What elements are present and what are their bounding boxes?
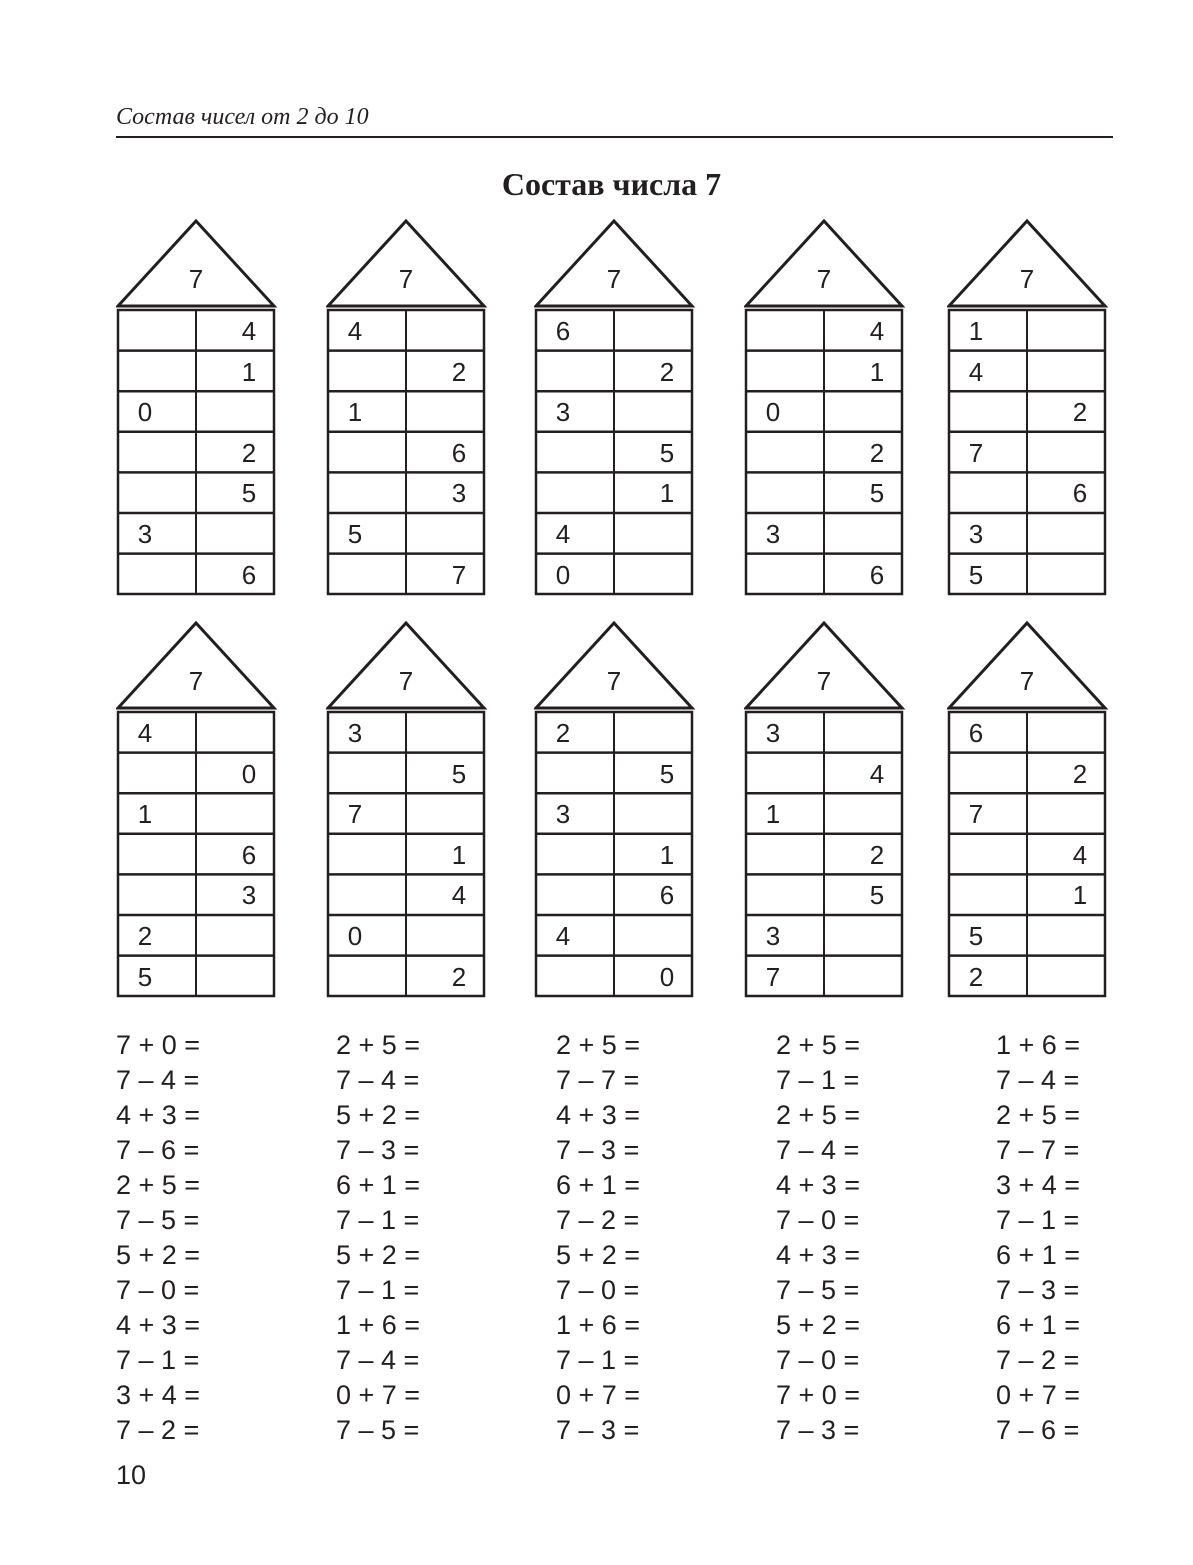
house-cell-left: 7 bbox=[968, 437, 984, 468]
house-cell-right: 3 bbox=[241, 880, 257, 911]
house-cell-right: 2 bbox=[241, 437, 257, 468]
house-cell-left: 1 bbox=[137, 799, 153, 830]
house-cell-right: 2 bbox=[869, 437, 885, 468]
house-cell-left: 2 bbox=[137, 921, 153, 951]
house-cell-right: 1 bbox=[659, 839, 675, 870]
house-roof-number: 7 bbox=[398, 666, 414, 696]
number-house bbox=[947, 620, 1109, 1000]
house-cell-left: 4 bbox=[347, 316, 363, 346]
house-cell-right: 2 bbox=[659, 356, 675, 387]
equation: 4 + 3 = bbox=[116, 1100, 201, 1130]
equation: 7 – 7 = bbox=[556, 1065, 640, 1095]
equation: 7 – 6 = bbox=[116, 1135, 200, 1165]
house-roof-number: 7 bbox=[816, 666, 832, 696]
house-cell-right: 0 bbox=[659, 961, 675, 992]
house-cell-left: 4 bbox=[555, 519, 571, 549]
house-cell-left: 1 bbox=[347, 397, 363, 428]
house-cell-right: 7 bbox=[451, 559, 467, 590]
house-cell-left: 2 bbox=[555, 718, 571, 748]
house-cell-right: 2 bbox=[869, 839, 885, 870]
equation: 7 – 5 = bbox=[336, 1415, 420, 1445]
house-cell-left: 4 bbox=[137, 718, 153, 748]
equation: 4 + 3 = bbox=[556, 1100, 641, 1130]
house-roof-number: 7 bbox=[1019, 666, 1035, 696]
house-cell-left: 1 bbox=[765, 799, 781, 830]
house-cell-right: 1 bbox=[241, 356, 257, 387]
equation: 2 + 5 = bbox=[776, 1100, 861, 1130]
house-cell-left: 0 bbox=[765, 397, 781, 428]
equation: 7 – 1 = bbox=[996, 1205, 1080, 1235]
equation: 0 + 7 = bbox=[996, 1380, 1081, 1410]
equation: 6 + 1 = bbox=[996, 1240, 1081, 1270]
equation: 4 + 3 = bbox=[776, 1240, 861, 1270]
equation: 7 – 7 = bbox=[996, 1135, 1080, 1165]
house-cell-right: 4 bbox=[869, 758, 885, 789]
number-house bbox=[534, 218, 696, 598]
equation-column bbox=[776, 1028, 926, 1448]
equation: 7 – 3 = bbox=[776, 1415, 860, 1445]
equation: 5 + 2 = bbox=[336, 1100, 421, 1130]
equation: 5 + 2 = bbox=[556, 1240, 641, 1270]
house-cell-right: 6 bbox=[451, 437, 467, 468]
equation: 7 – 1 = bbox=[776, 1065, 860, 1095]
house-cell-left: 7 bbox=[765, 961, 781, 992]
equation: 2 + 5 = bbox=[556, 1030, 641, 1060]
equation: 5 + 2 = bbox=[776, 1310, 861, 1340]
equation: 3 + 4 = bbox=[996, 1170, 1081, 1200]
equation: 7 – 1 = bbox=[336, 1205, 420, 1235]
equation: 1 + 6 = bbox=[996, 1030, 1081, 1060]
house-cell-right: 6 bbox=[241, 559, 257, 590]
equation: 7 – 0 = bbox=[776, 1205, 860, 1235]
house-cell-right: 2 bbox=[1072, 758, 1088, 789]
number-house bbox=[326, 620, 488, 1000]
equation-column bbox=[996, 1028, 1146, 1448]
equation: 2 + 5 = bbox=[776, 1030, 861, 1060]
running-header-text: Состав чисел от 2 до 10 bbox=[116, 104, 369, 130]
equation: 7 – 4 = bbox=[116, 1065, 200, 1095]
house-cell-right: 0 bbox=[241, 758, 257, 789]
equation: 0 + 7 = bbox=[556, 1380, 641, 1410]
house-cell-right: 2 bbox=[451, 961, 467, 992]
equation: 7 + 0 = bbox=[116, 1030, 201, 1060]
equation: 7 – 4 = bbox=[336, 1065, 420, 1095]
house-cell-right: 5 bbox=[869, 478, 885, 509]
equation: 0 + 7 = bbox=[336, 1380, 421, 1410]
house-cell-left: 4 bbox=[968, 356, 984, 387]
page-title: Состав числа 7 bbox=[501, 166, 722, 202]
equation: 3 + 4 = bbox=[116, 1380, 201, 1410]
equation: 7 – 5 = bbox=[776, 1275, 860, 1305]
house-cell-right: 5 bbox=[869, 880, 885, 911]
house-cell-left: 3 bbox=[555, 799, 571, 830]
equation: 7 – 1 = bbox=[116, 1345, 200, 1375]
number-house bbox=[947, 218, 1109, 598]
equation: 7 – 3 = bbox=[336, 1135, 420, 1165]
house-roof-number: 7 bbox=[188, 264, 204, 294]
house-cell-left: 3 bbox=[555, 397, 571, 428]
house-cell-right: 4 bbox=[869, 316, 885, 346]
number-house bbox=[116, 620, 278, 1000]
equation: 7 – 0 = bbox=[776, 1345, 860, 1375]
house-cell-right: 2 bbox=[1072, 397, 1088, 428]
house-cell-left: 1 bbox=[968, 316, 984, 346]
house-cell-right: 4 bbox=[451, 880, 467, 911]
running-header bbox=[116, 104, 1113, 138]
equation: 7 – 5 = bbox=[116, 1205, 200, 1235]
house-cell-right: 5 bbox=[241, 478, 257, 509]
house-roof-number: 7 bbox=[1019, 264, 1035, 294]
equation: 7 – 2 = bbox=[116, 1415, 200, 1445]
number-house bbox=[116, 218, 278, 598]
number-house bbox=[326, 218, 488, 598]
house-cell-left: 5 bbox=[968, 559, 984, 590]
equation: 2 + 5 = bbox=[996, 1100, 1081, 1130]
house-roof-number: 7 bbox=[606, 264, 622, 294]
equation: 7 – 0 = bbox=[556, 1275, 640, 1305]
equation: 4 + 3 = bbox=[116, 1310, 201, 1340]
equation: 7 – 4 = bbox=[336, 1345, 420, 1375]
number-house bbox=[534, 620, 696, 1000]
equation: 6 + 1 = bbox=[336, 1170, 421, 1200]
house-cell-left: 2 bbox=[968, 961, 984, 992]
house-cell-right: 3 bbox=[451, 478, 467, 509]
house-cell-right: 5 bbox=[451, 758, 467, 789]
house-cell-right: 1 bbox=[1072, 880, 1088, 911]
equation: 6 + 1 = bbox=[556, 1170, 641, 1200]
house-roof-number: 7 bbox=[398, 264, 414, 294]
equation: 7 – 1 = bbox=[336, 1275, 420, 1305]
house-cell-left: 3 bbox=[765, 519, 781, 549]
house-cell-right: 1 bbox=[659, 478, 675, 509]
house-cell-left: 5 bbox=[347, 519, 363, 549]
equation: 7 – 2 = bbox=[996, 1345, 1080, 1375]
number-house bbox=[744, 620, 906, 1000]
house-cell-left: 4 bbox=[555, 921, 571, 951]
number-house bbox=[744, 218, 906, 598]
house-cell-right: 4 bbox=[241, 316, 257, 346]
equation: 7 – 4 = bbox=[776, 1135, 860, 1165]
equation: 2 + 5 = bbox=[336, 1030, 421, 1060]
house-cell-right: 6 bbox=[241, 839, 257, 870]
equation: 1 + 6 = bbox=[556, 1310, 641, 1340]
house-cell-left: 0 bbox=[347, 921, 363, 951]
equation: 6 + 1 = bbox=[996, 1310, 1081, 1340]
house-cell-left: 3 bbox=[765, 718, 781, 748]
house-cell-left: 6 bbox=[555, 316, 571, 346]
house-cell-left: 3 bbox=[347, 718, 363, 748]
house-cell-right: 1 bbox=[451, 839, 467, 870]
house-roof-number: 7 bbox=[188, 666, 204, 696]
house-cell-right: 6 bbox=[659, 880, 675, 911]
house-cell-left: 0 bbox=[555, 559, 571, 590]
house-cell-right: 5 bbox=[659, 437, 675, 468]
equation: 7 – 3 = bbox=[996, 1275, 1080, 1305]
equation: 7 + 0 = bbox=[776, 1380, 861, 1410]
equation: 4 + 3 = bbox=[776, 1170, 861, 1200]
equation: 7 – 1 = bbox=[556, 1345, 640, 1375]
house-cell-right: 5 bbox=[659, 758, 675, 789]
house-cell-left: 3 bbox=[968, 519, 984, 549]
house-cell-right: 6 bbox=[869, 559, 885, 590]
equation: 7 – 4 = bbox=[996, 1065, 1080, 1095]
equation: 7 – 3 = bbox=[556, 1415, 640, 1445]
house-cell-right: 6 bbox=[1072, 478, 1088, 509]
house-cell-right: 2 bbox=[451, 356, 467, 387]
equation: 7 – 0 = bbox=[116, 1275, 200, 1305]
equation: 5 + 2 = bbox=[116, 1240, 201, 1270]
house-cell-left: 3 bbox=[137, 519, 153, 549]
equation-column bbox=[336, 1028, 486, 1448]
equation: 5 + 2 = bbox=[336, 1240, 421, 1270]
equation: 7 – 3 = bbox=[556, 1135, 640, 1165]
house-cell-left: 3 bbox=[765, 921, 781, 951]
house-cell-left: 5 bbox=[137, 961, 153, 992]
house-cell-right: 1 bbox=[869, 356, 885, 387]
house-cell-left: 6 bbox=[968, 718, 984, 748]
equation: 1 + 6 = bbox=[336, 1310, 421, 1340]
equation: 2 + 5 = bbox=[116, 1170, 201, 1200]
house-cell-left: 0 bbox=[137, 397, 153, 428]
equation-column bbox=[556, 1028, 706, 1448]
house-cell-left: 7 bbox=[968, 799, 984, 830]
house-cell-left: 5 bbox=[968, 921, 984, 951]
house-roof-number: 7 bbox=[606, 666, 622, 696]
house-cell-left: 7 bbox=[347, 799, 363, 830]
equation: 7 – 2 = bbox=[556, 1205, 640, 1235]
house-roof-number: 7 bbox=[816, 264, 832, 294]
house-cell-right: 4 bbox=[1072, 839, 1088, 870]
equation: 7 – 6 = bbox=[996, 1415, 1080, 1445]
equation-column bbox=[116, 1028, 266, 1448]
page-number: 10 bbox=[116, 1460, 147, 1490]
